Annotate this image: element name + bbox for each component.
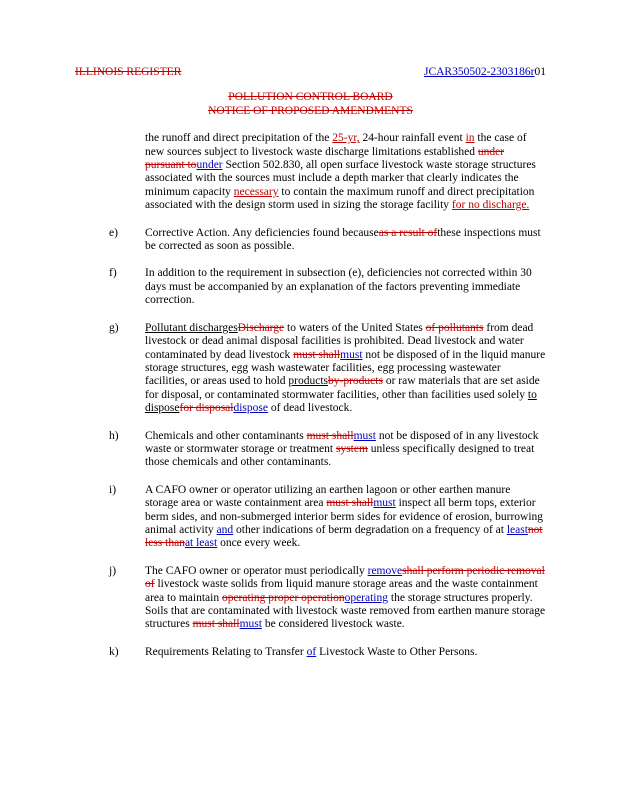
amendment-paragraph-g xyxy=(75,322,546,416)
deleted-text-run: under pursuant to xyxy=(145,145,505,172)
text-run: from dead livestock or dead animal disposal facilities is prohibited. Dead livestock and water contaminated by dead livestock xyxy=(145,321,534,361)
text-run: to contain the maximum runoff and direct precipitation associated with the design storm used in sizing the storage facility xyxy=(145,185,535,212)
page-header xyxy=(75,66,546,79)
deleted-text-run: operating proper operation xyxy=(221,591,345,604)
inserted-text-run-red: for no discharge. xyxy=(451,199,530,212)
deleted-text-run: not less than xyxy=(145,523,543,550)
text-run: 24-hour rainfall event xyxy=(359,132,466,145)
jcar-code xyxy=(424,66,546,79)
paragraph-text xyxy=(145,565,546,632)
paragraph-text xyxy=(145,267,546,307)
paragraph-text xyxy=(145,430,546,470)
text-run: once every week. xyxy=(217,537,301,550)
text-run: Chemicals and other contaminants xyxy=(145,429,307,442)
text-run: the storage structures properly. Soils that are contaminated with livestock waste removed from earthen manure storage structures xyxy=(145,591,546,631)
text-run: Requirements Relating to Transfer xyxy=(145,645,307,658)
board-title: POLLUTION CONTROL BOARD xyxy=(228,91,393,104)
text-run: not be disposed of in the liquid manure storage structures, egg wash wastewater facilities, egg processing wastewater facilities, or areas used to hold xyxy=(145,348,546,388)
deleted-text-run: for disposal xyxy=(179,402,234,415)
deleted-text-run: must shall xyxy=(293,348,341,361)
inserted-text-run-blue: at least xyxy=(184,537,218,550)
inserted-text-run-blue: must xyxy=(373,497,396,510)
inserted-text-run-blue: under xyxy=(196,159,223,172)
deleted-text-run: shall perform periodic removal of xyxy=(145,564,545,591)
paragraph-label: h) xyxy=(109,429,119,442)
inserted-text-run: products xyxy=(288,375,328,388)
inserted-text-run-blue: least xyxy=(506,523,528,536)
paragraph-label xyxy=(109,132,145,212)
text-run: or raw materials that are set aside for disposal, or contaminated stormwater facilities, other than facilities used solely xyxy=(145,375,540,401)
amendment-paragraph-intro xyxy=(75,132,546,212)
paragraph-text xyxy=(145,132,546,212)
inserted-text-run-blue: must xyxy=(340,348,363,361)
text-run: these inspections must be corrected as soon as possible. xyxy=(145,226,541,253)
text-run: the case of new sources subject to livestock waste discharge limitations established xyxy=(145,132,527,158)
text-run: Section 502.830, all open surface livestock waste storage structures associated with the sources must include a depth marker that clearly indicates the minimum capacity xyxy=(145,159,536,198)
deleted-text-run: of pollutants xyxy=(425,321,484,334)
paragraph-label: k) xyxy=(109,645,119,658)
inserted-text-run-blue: of xyxy=(306,645,317,658)
inserted-text-run-blue: must xyxy=(353,429,376,442)
deleted-text-run: must shall xyxy=(192,618,240,631)
paragraph-label: g) xyxy=(109,321,119,334)
jcar-code-link[interactable]: JCAR350502-2303186r xyxy=(423,66,535,78)
inserted-text-run-blue: remove xyxy=(367,564,403,577)
amendment-body xyxy=(75,132,546,659)
inserted-text-run-blue: operating xyxy=(344,591,389,604)
amendment-paragraph-k xyxy=(75,646,546,659)
document-titles xyxy=(75,91,546,118)
deleted-text-run: must shall xyxy=(326,497,374,510)
text-run: to waters of the United States xyxy=(284,321,426,334)
text-run: inspect all berm tops, exterior berm sides, and non-submerged interior berm sides for evidence of erosion, burrowing animal activity xyxy=(145,497,544,536)
paragraph-label: j) xyxy=(109,564,117,577)
amendment-paragraph-j xyxy=(75,565,546,632)
inserted-text-run-red: 25-yr, xyxy=(332,132,360,145)
inserted-text-run-red: necessary xyxy=(233,185,279,198)
text-run: The CAFO owner or operator must periodically xyxy=(145,564,368,577)
inserted-text-run: to dispose xyxy=(145,388,537,415)
jcar-code-suffix: 01 xyxy=(534,66,546,78)
paragraph-text xyxy=(145,322,546,416)
inserted-text-run-blue: must xyxy=(239,618,262,631)
text-run: Livestock Waste to Other Persons. xyxy=(316,645,478,658)
deleted-text-run: by-products xyxy=(328,375,383,388)
paragraph-text xyxy=(145,484,546,551)
inserted-text-run: Pollutant discharges xyxy=(145,321,238,334)
amendment-paragraph-e xyxy=(75,227,546,254)
paragraph-text xyxy=(145,227,546,254)
paragraph-label: i) xyxy=(109,483,117,496)
notice-title: NOTICE OF PROPOSED AMENDMENTS xyxy=(208,104,413,117)
amendment-paragraph-i xyxy=(75,484,546,551)
paragraph-label: e) xyxy=(109,226,118,239)
paragraph-label: f) xyxy=(109,267,117,280)
deleted-text-run: must shall xyxy=(306,429,354,442)
text-run: livestock waste solids from liquid manure storage areas and the waste containment area to maintain xyxy=(145,578,538,604)
inserted-text-run-blue: and xyxy=(216,523,234,536)
inserted-text-run-blue: dispose xyxy=(233,402,268,415)
text-run: of dead livestock. xyxy=(267,402,353,415)
text-run: In addition to the requirement in subsection (e), deficiencies not corrected within 30 days must be accompanied by an explanation of the factors preventing immediate correction. xyxy=(145,267,532,307)
paragraph-text xyxy=(145,646,546,659)
text-run: unless specifically designed to treat those chemicals and other contaminants. xyxy=(145,442,535,469)
amendment-paragraph-h xyxy=(75,430,546,470)
text-run: the runoff and direct precipitation of the xyxy=(145,132,333,145)
text-run: Corrective Action. Any deficiencies found because xyxy=(145,226,379,239)
text-run: not be disposed of in any livestock waste or stormwater storage or treatment xyxy=(145,429,539,455)
deleted-text-run: system xyxy=(335,442,368,455)
text-run: be considered livestock waste. xyxy=(261,618,405,631)
amendment-paragraph-f xyxy=(75,267,546,307)
text-run: other indications of berm degradation on a frequency of at xyxy=(233,523,507,536)
inserted-text-run-red: in xyxy=(465,132,475,145)
text-run: A CAFO owner or operator utilizing an earthen lagoon or other earthen manure storage area or waste containment area xyxy=(145,483,511,510)
register-title: ILLINOIS REGISTER xyxy=(75,66,182,78)
deleted-text-run: Discharge xyxy=(237,321,285,334)
deleted-text-run: as a result of xyxy=(378,226,438,239)
